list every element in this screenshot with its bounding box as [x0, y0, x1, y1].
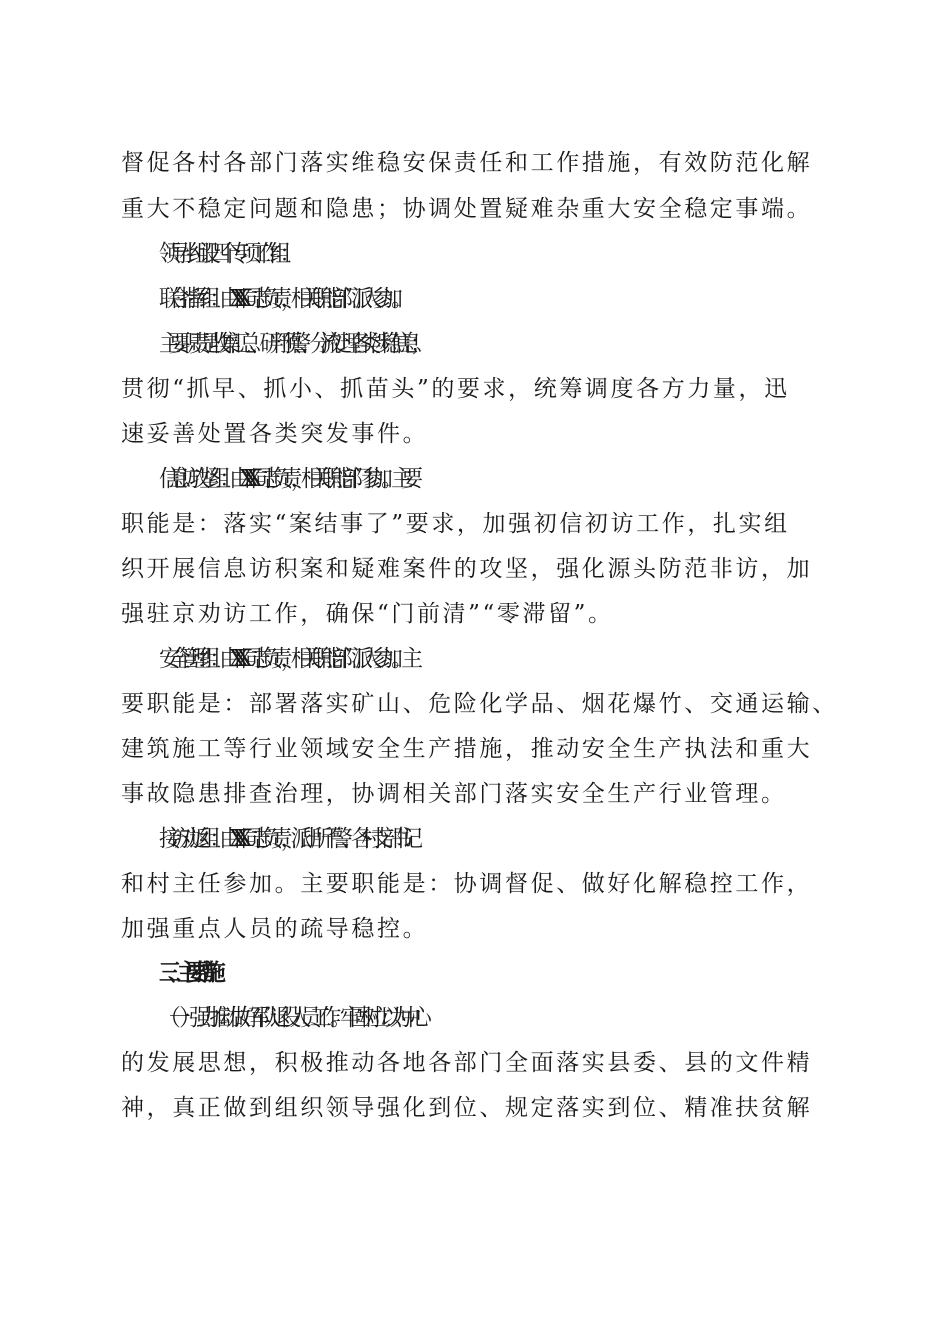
text-line: 事故隐患排查治理，协调相关部门落实安全生产行业管理。 — [121, 781, 787, 807]
text-line: 督促各村各部门落实维稳安保责任和工作措施，有效防范化解 — [121, 150, 813, 176]
text-line: 强驻京劝访工作，确保“门前清”“零滞留”。 — [121, 601, 614, 627]
text-line: 速妥善处置各类突发事件。 — [121, 421, 429, 447]
text-line: 主要职责是收集汇总、研判预警、分流处理各类涉稳信息； — [159, 331, 421, 357]
text-line: 职能是：落实“案结事了”要求，加强初信初访工作，扎实组 — [121, 511, 790, 537]
text-line: 安全管理组：由XXX同志负责，相关职能部门派人参加。主 — [159, 646, 412, 672]
text-line: 重大不稳定问题和隐患；协调处置疑难杂重大安全稳定事端。 — [121, 196, 813, 222]
text-line: 神，真正做到组织领导强化到位、规定落实到位、精准扶贫解 — [121, 1095, 813, 1121]
text-line: 建筑施工等行业领域安全生产措施，推动安全生产执法和重大 — [121, 736, 813, 762]
text-line: 加强重点人员的疏导稳控。 — [121, 916, 429, 942]
text-line: 贯彻“抓早、抓小、抓苗头”的要求，统筹调度各方力量，迅 — [121, 376, 790, 402]
text-line: 信息访攻坚组：由XXX同志负责，相关职能部门参加。主要 — [159, 466, 412, 492]
text-line: 的发展思想，积极推动各地各部门全面落实县委、县的文件精 — [121, 1050, 813, 1076]
text-line: 和村主任参加。主要职能是：协调督促、做好化解稳控工作， — [121, 871, 813, 897]
text-line: （一）强力推动做好军队退役人员工作。牢固树立以为中心 — [159, 1005, 421, 1031]
text-line: 领导小组设四个专项工作组： — [159, 241, 290, 267]
text-line: 要职能是：部署落实矿山、危险化学品、烟花爆竹、交通运输、 — [121, 691, 838, 717]
text-line: 联合指挥组：由XXX同志负责，相关职能部门派人参加。 — [159, 286, 402, 312]
section-heading: 三、主要措施 — [159, 960, 213, 986]
text-line: 织开展信息访积案和疑难案件的攻坚，强化源头防范非访，加 — [121, 556, 813, 582]
text-line: 接访劝返组：由XXX同志负责，派出所干警、各村支部书记 — [159, 826, 412, 852]
